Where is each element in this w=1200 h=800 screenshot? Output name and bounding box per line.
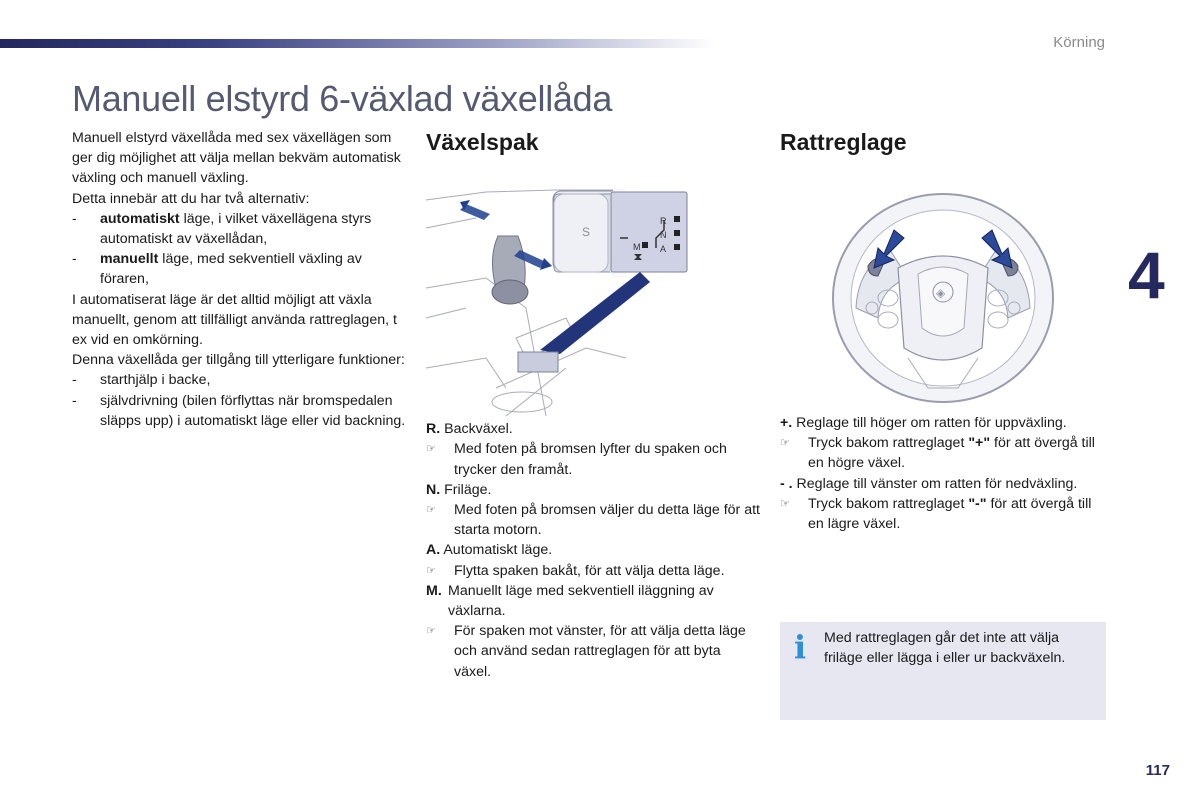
list-item: - starthjälp i backe, (72, 372, 211, 389)
intro-paragraph: Detta innebär att du har två alternativ: (72, 190, 310, 207)
info-text: Med rattreglagen går det inte att välja friläge eller lägga i eller ur backväxeln. (824, 630, 1066, 667)
intro-paragraph: I automatiserat läge är det alltid möjligt att växla manuellt, genom att tillfälligt använda rattreglagen, t ex vid en omkörning. (72, 291, 397, 349)
gear-entry: M. Manuellt läge med sekventiell iläggning av växlarna. (426, 582, 714, 620)
selector-letter-m: M (633, 242, 641, 252)
page-title: Manuell elstyrd 6-växlad växellåda (72, 78, 613, 119)
selector-letter-n: N (660, 230, 667, 240)
steering-column (780, 128, 1110, 534)
selector-letter-r: R (660, 216, 667, 226)
gear-entry-detail: ☞ Med foten på bromsen lyfter du spaken och trycker den framåt. (426, 441, 727, 478)
gear-lever-column (426, 128, 761, 682)
gear-entry-detail: ☞ För spaken mot vänster, för att välja detta läge och använd sedan rattreglagen för att byta växel. (426, 623, 746, 680)
intro-paragraph: Denna växellåda ger tillgång till ytterligare funktioner: (72, 352, 405, 369)
steering-wheel-illustration (828, 188, 1058, 416)
pointing-hand-icon: ☞ (780, 497, 790, 510)
chapter-number: 4 (1128, 238, 1165, 312)
selector-letter-s: S (582, 225, 591, 239)
steering-entry: - . Reglage till vänster om ratten för nedväxling. (780, 475, 1078, 492)
list-item: - självdrivning (bilen förflyttas när bromspedalen släpps upp) i automatiskt läge eller vid backning. (72, 392, 406, 429)
pointing-hand-icon: ☞ (426, 443, 436, 456)
gear-entry: N. Friläge. (426, 481, 492, 498)
gear-entry: R. Backväxel. (426, 421, 513, 438)
section-label: Körning (1053, 34, 1105, 51)
pointing-hand-icon: ☞ (426, 504, 436, 517)
list-item: - manuellt läge, med sekventiell växling av föraren, (72, 251, 362, 288)
gear-lever-heading: Växelspak (426, 129, 539, 155)
steering-entries (780, 413, 1110, 534)
intro-column (72, 128, 407, 431)
intro-paragraph: Manuell elstyrd växellåda med sex växellägen som ger dig möjlighet att välja mellan bekväm automatisk växling och manuell växling. (72, 130, 401, 187)
gear-lever-illustration (426, 188, 667, 416)
steering-heading: Rattreglage (780, 129, 907, 155)
pointing-hand-icon: ☞ (426, 564, 436, 577)
gear-entry-detail: ☞ Flytta spaken bakåt, för att välja detta läge. (426, 561, 761, 581)
selector-letter-a: A (660, 244, 667, 254)
gear-entry-detail: ☞ Med foten på bromsen väljer du detta läge för att starta motorn. (426, 502, 761, 539)
list-item: - automatiskt läge, i vilket växellägena styrs automatiskt av växellådan, (72, 210, 372, 248)
gear-entry: A. Automatiskt läge. (426, 542, 553, 559)
header-gradient-bar (0, 39, 715, 48)
brand-logo-icon: ◈ (936, 286, 946, 300)
steering-entry-detail: ☞ Tryck bakom rattreglaget "-" för att övergå till en lägre växel. (780, 495, 1092, 533)
steering-entry: +. Reglage till höger om ratten för uppväxling. (780, 415, 1067, 431)
pointing-hand-icon: ☞ (426, 625, 436, 638)
page-number: 117 (1145, 762, 1170, 779)
info-icon: i (794, 628, 807, 666)
gear-entries (426, 419, 761, 682)
steering-entry-detail: ☞ Tryck bakom rattreglaget "+" för att övergå till en högre växel. (780, 435, 1095, 472)
info-box (780, 622, 1106, 720)
pointing-hand-icon: ☞ (780, 437, 790, 450)
